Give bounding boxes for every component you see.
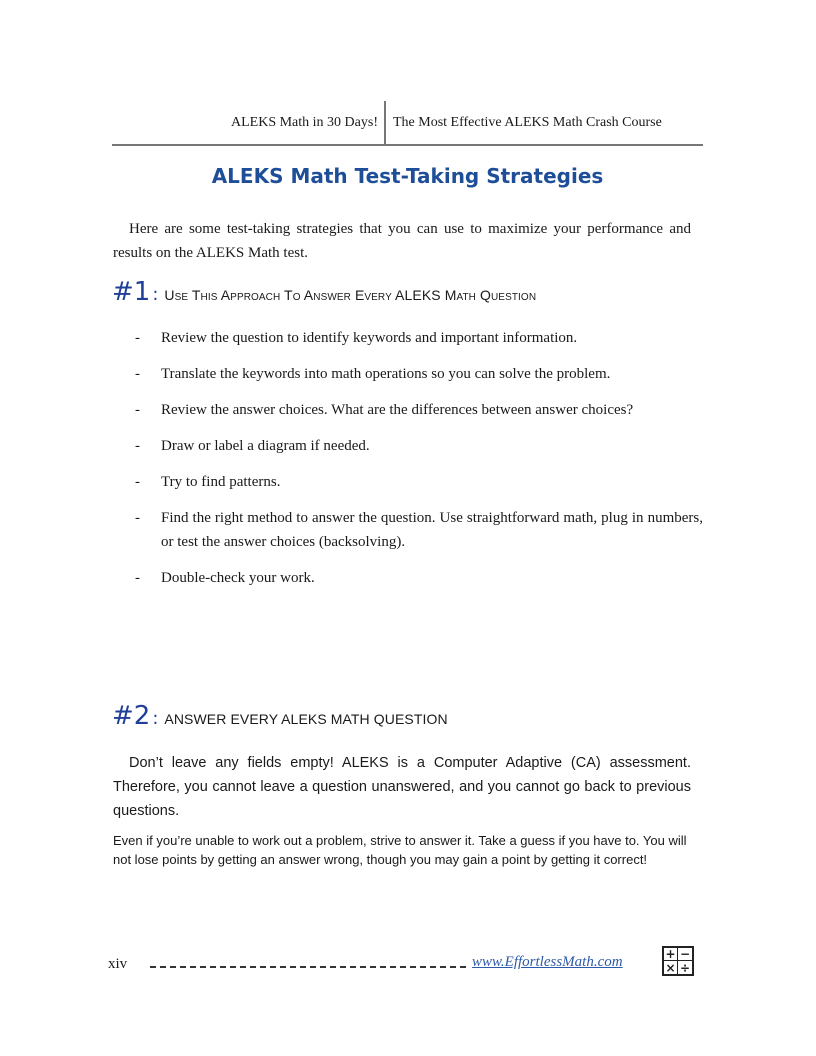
- multiply-icon: ×: [664, 961, 678, 974]
- header-rule: [112, 144, 703, 146]
- divide-icon: ÷: [679, 960, 691, 975]
- plus-icon: +: [664, 948, 678, 961]
- minus-icon: −: [679, 947, 691, 961]
- list-item-text: Find the right method to answer the question. Use straightforward math, plug in numbers, or test the answer choices (backsolving).: [161, 510, 703, 550]
- header-book-title: ALEKS Math in 30 Days!: [231, 115, 378, 130]
- strategy-list: [135, 326, 703, 602]
- list-item-text: Review the question to identify keywords and important information.: [161, 330, 578, 346]
- list-item: - Review the answer choices. What are the differences between answer choices?: [135, 402, 634, 418]
- section-1-heading: [112, 277, 536, 307]
- page-number: xiv: [108, 956, 128, 972]
- list-item-text: Review the answer choices. What are the differences between answer choices?: [161, 402, 634, 418]
- list-item-text: Translate the keywords into math operations so you can solve the problem.: [161, 366, 611, 382]
- section-1-colon: :: [152, 284, 159, 305]
- website-link[interactable]: www.EffortlessMath.com: [472, 954, 623, 970]
- list-item-text: Draw or label a diagram if needed.: [161, 438, 370, 454]
- section-2-heading: [112, 701, 448, 731]
- calculator-icon: [662, 946, 694, 976]
- page-title: ALEKS Math Test-Taking Strategies: [211, 164, 604, 188]
- section-2-paragraph-1: Don’t leave any fields empty! ALEKS is a Computer Adaptive (CA) assessment. Therefore, you cannot leave a question unanswered, and you cannot go back to previous questions.: [113, 755, 691, 819]
- section-2-title: ANSWER EVERY ALEKS MATH QUESTION: [164, 711, 448, 727]
- header-divider: [384, 101, 386, 145]
- list-item: - Find the right method to answer the question. Use straightforward math, plug in numbers, or test the answer choices (backsolving).: [135, 510, 703, 550]
- section-1-number: #1: [112, 277, 151, 307]
- list-item-text: Double-check your work.: [161, 570, 315, 586]
- intro-paragraph: Here are some test-taking strategies that you can use to maximize your performance and results on the ALEKS Math test.: [113, 221, 691, 261]
- section-2-paragraph-2: Even if you’re unable to work out a problem, strive to answer it. Take a guess if you have to. You will not lose points by getting an answer wrong, though you may gain a point by getting it correct!: [113, 833, 687, 867]
- section-2-colon: :: [152, 708, 159, 729]
- section-2-number: #2: [112, 701, 151, 731]
- footer-dotted-leader: [150, 966, 466, 968]
- list-item: - Translate the keywords into math operations so you can solve the problem.: [135, 366, 611, 382]
- header-subtitle: The Most Effective ALEKS Math Crash Course: [393, 115, 662, 130]
- list-item: - Draw or label a diagram if needed.: [135, 438, 370, 454]
- section-1-title: Use This Approach To Answer Every ALEKS Math Question: [164, 287, 537, 303]
- list-item: - Double-check your work.: [135, 570, 315, 586]
- list-item-text: Try to find patterns.: [161, 474, 281, 490]
- list-item: - Try to find patterns.: [135, 474, 281, 490]
- list-item: - Review the question to identify keywords and important information.: [135, 330, 578, 346]
